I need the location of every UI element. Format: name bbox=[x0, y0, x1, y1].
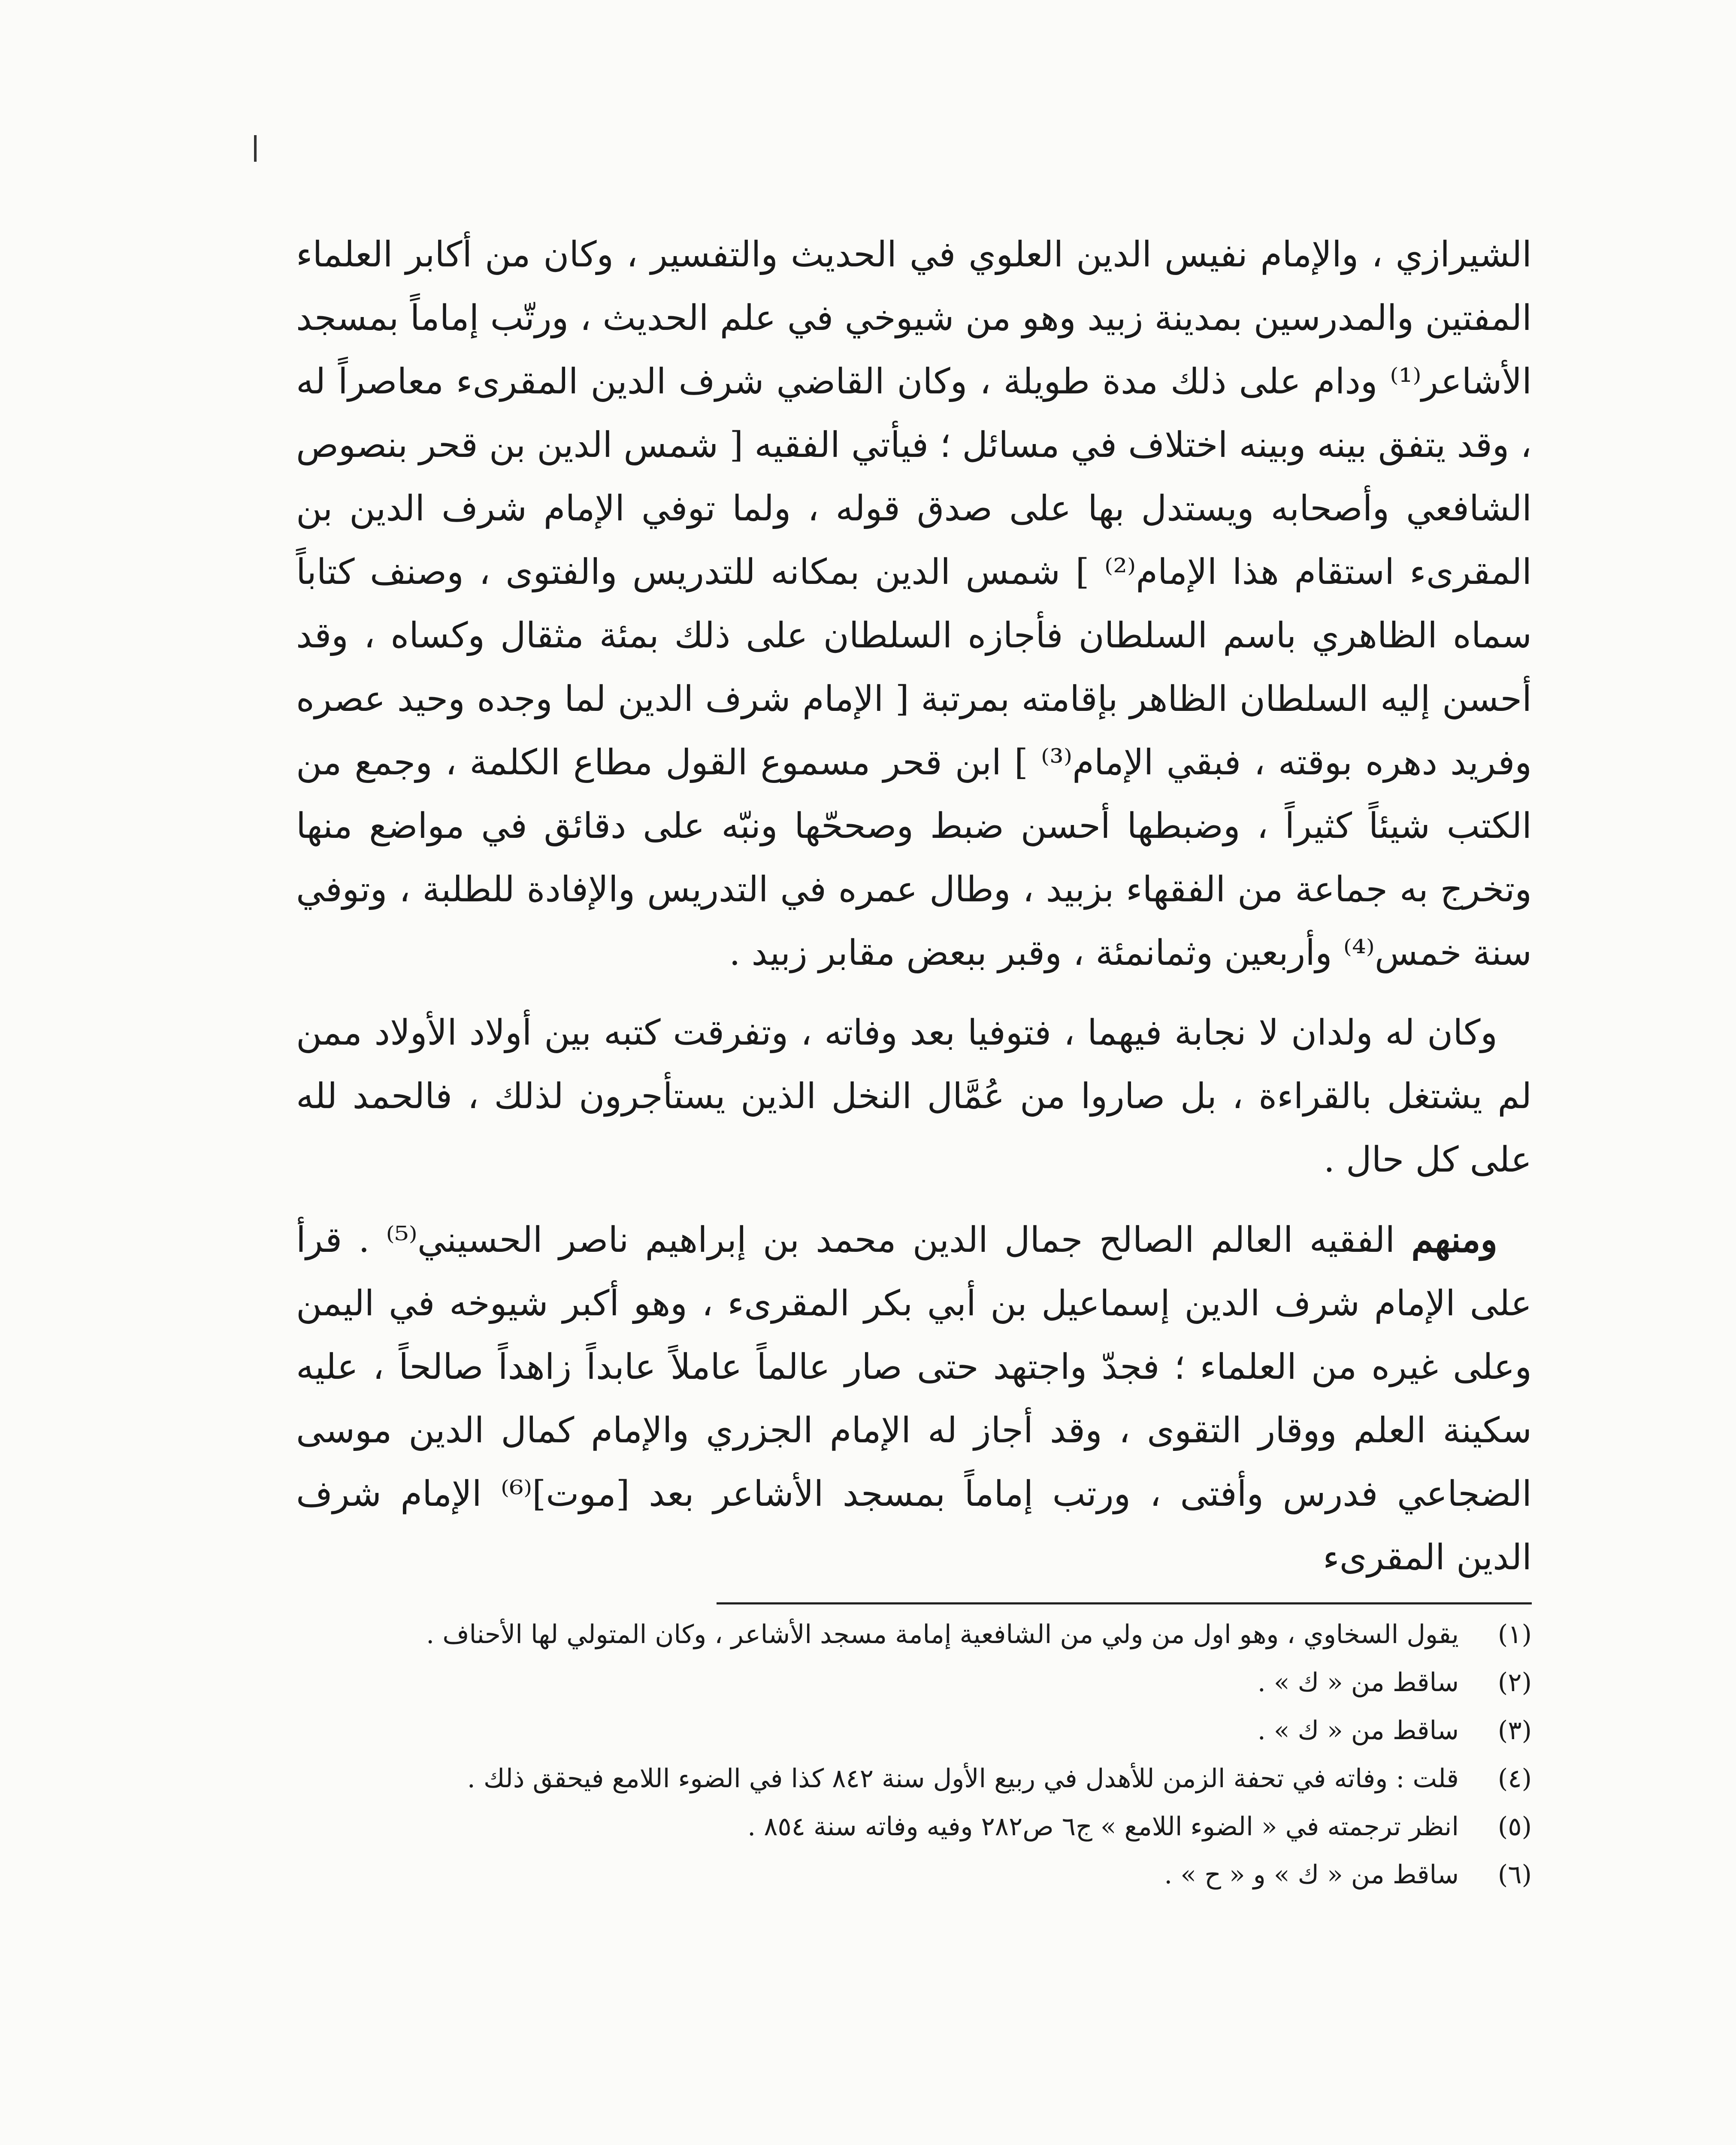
footnote-item bbox=[296, 1806, 1532, 1847]
paragraph-gap bbox=[296, 985, 1532, 1001]
footnote-number: (١) bbox=[1497, 1619, 1532, 1650]
lead-word: ومنهم bbox=[1411, 1219, 1498, 1260]
footnote-separator bbox=[717, 1602, 1532, 1604]
footnote-text: قلت : وفاته في تحفة الزمن للأهدل في ربيع الأول سنة ٨٤٢ كذا في الضوء اللامع فيحقق ذلك . bbox=[467, 1764, 1459, 1794]
page-content bbox=[296, 223, 1532, 2145]
paragraph-gap bbox=[296, 1192, 1532, 1208]
footnote-item bbox=[296, 1758, 1532, 1799]
footnote-item bbox=[296, 1710, 1532, 1751]
margin-mark bbox=[254, 135, 257, 162]
footnote-number: (٢) bbox=[1497, 1668, 1532, 1698]
footnote-number: (٦) bbox=[1497, 1860, 1532, 1890]
footnote-item bbox=[296, 1662, 1532, 1703]
footnote-number: (٥) bbox=[1497, 1812, 1532, 1842]
footnote-text: يقول السخاوي ، وهو اول من ولي من الشافعية إمامة مسجد الأشاعر ، وكان المتولي لها الأحناف . bbox=[426, 1619, 1459, 1650]
paragraph-2: وكان له ولدان لا نجابة فيهما ، فتوفيا بعد وفاته ، وتفرقت كتبه بين أولاد الأولاد ممن لم يشتغل بالقراءة ، بل صاروا من عُمَّال النخل الذين يستأجرون لذلك ، فالحمد لله على كل حال . bbox=[296, 1012, 1532, 1180]
footnote-number: (٣) bbox=[1497, 1716, 1532, 1746]
paragraph-3-text: الفقيه العالم الصالح جمال الدين محمد بن إبراهيم ناصر الحسيني⁽⁵⁾ . قرأ على الإمام شرف الدين إسماعيل بن أبي بكر المقرىء ، وهو أكبر شيوخه في اليمن وعلى غيره من العلماء ؛ فجدّ واجتهد حتى صار عالماً عاملاً عابداً زاهداً صالحاً ، عليه سكينة العلم ووقار التقوى ، وقد أجاز له الإمام الجزري والإمام كمال الدين موسى الضجاعي فدرس وأفتى ، ورتب إماماً بمسجد الأشاعر بعد [موت]⁽⁶⁾ الإمام شرف الدين المقرىء bbox=[296, 1220, 1532, 1578]
footnote-item bbox=[296, 1614, 1532, 1655]
footnote-item bbox=[296, 1854, 1532, 1895]
footnote-text: انظر ترجمته في « الضوء اللامع » ج٦ ص٢٨٢ وفيه وفاته سنة ٨٥٤ . bbox=[747, 1812, 1459, 1842]
footnote-text: ساقط من « ك » و « ح » . bbox=[1164, 1860, 1459, 1890]
paragraph-3 bbox=[296, 1208, 1532, 1589]
footnote-number: (٤) bbox=[1497, 1764, 1532, 1794]
footnotes bbox=[296, 1614, 1532, 1895]
footnote-text: ساقط من « ك » . bbox=[1257, 1668, 1459, 1698]
footnote-text: ساقط من « ك » . bbox=[1257, 1716, 1459, 1746]
paragraph-1: الشيرازي ، والإمام نفيس الدين العلوي في الحديث والتفسير ، وكان من أكابر العلماء المفتين والمدرسين بمدينة زبيد وهو من شيوخي في علم الحديث ، ورتّب إماماً بمسجد الأشاعر⁽¹⁾ ودام على ذلك مدة طويلة ، وكان القاضي شرف الدين المقرىء معاصراً له ، وقد يتفق بينه وبينه اختلاف في مسائل ؛ فيأتي الفقيه [ شمس الدين بن قحر بنصوص الشافعي وأصحابه ويستدل بها على صدق قوله ، ولما توفي الإمام شرف الدين بن المقرىء استقام هذا الإمام⁽²⁾ ] شمس الدين بمكانه للتدريس والفتوى ، وصنف كتاباً سماه الظاهري باسم السلطان فأجازه السلطان على ذلك بمئة مثقال وكساه ، وقد أحسن إليه السلطان الظاهر بإقامته بمرتبة [ الإمام شرف الدين لما وجده وحيد عصره وفريد دهره بوقته ، فبقي الإمام⁽³⁾ ] ابن قحر مسموع القول مطاع الكلمة ، وجمع من الكتب شيئاً كثيراً ، وضبطها أحسن ضبط وصححّها ونبّه على دقائق في مواضع منها وتخرج به جماعة من الفقهاء بزبيد ، وطال عمره في التدريس والإفادة للطلبة ، وتوفي سنة خمس⁽⁴⁾ وأربعين وثمانمئة ، وقبر ببعض مقابر زبيد . bbox=[296, 234, 1532, 973]
